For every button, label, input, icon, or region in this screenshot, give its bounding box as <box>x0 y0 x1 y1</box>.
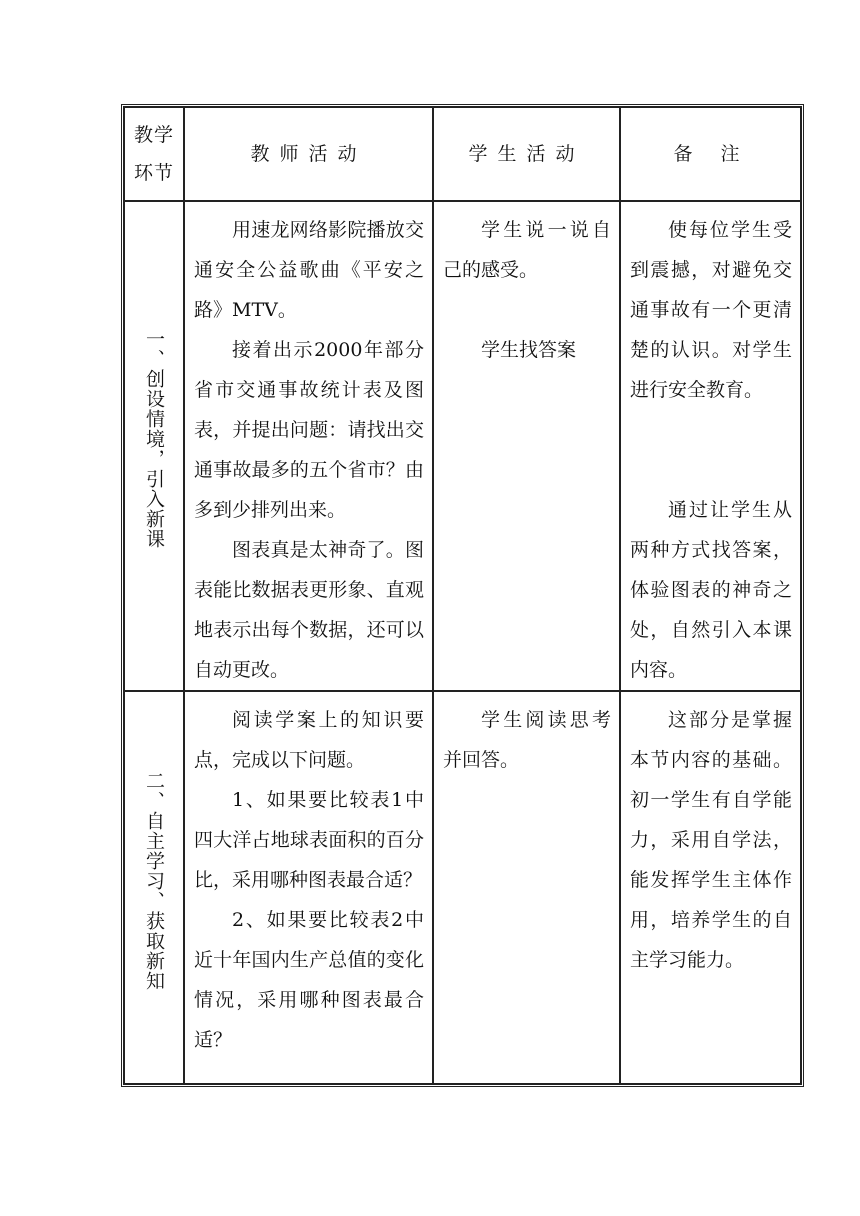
table-row <box>124 201 801 691</box>
stage-cell <box>124 691 184 1084</box>
student-paragraph: 学生找答案 <box>481 339 577 361</box>
notes-cell <box>620 201 801 691</box>
header-teacher <box>184 107 433 201</box>
teacher-activity-cell <box>184 691 433 1084</box>
header-student <box>433 107 620 201</box>
teacher-paragraph: 阅读学案上的知识要点，完成以下问题。 <box>194 709 424 771</box>
student-activity-cell <box>433 201 620 691</box>
notes-paragraph: 这部分是掌握本节内容的基础。初一学生有自学能力，采用自学法，能发挥学生主体作用，培养学生的自主学习能力。 <box>630 709 792 971</box>
table-row <box>124 691 801 1084</box>
notes-paragraph: 通过让学生从两种方式找答案，体验图表的神奇之处，自然引入本课内容。 <box>630 499 792 681</box>
header-stage <box>124 107 184 201</box>
table-header-row <box>124 107 801 201</box>
header-student-label: 学生活动 <box>468 143 585 165</box>
teacher-paragraph: 接着出示2000年部分省市交通事故统计表及图表，并提出问题：请找出交通事故最多的五个省市？由多到少排列出来。 <box>194 339 424 521</box>
student-activity-cell <box>433 691 620 1084</box>
teacher-paragraph: 1、如果要比较表1中四大洋占地球表面积的百分比，采用哪种图表最合适？ <box>194 789 424 891</box>
stage-label: 二、自主学习、获取新知 <box>143 770 165 991</box>
student-paragraph: 学生说一说自己的感受。 <box>443 219 611 281</box>
header-notes <box>620 107 801 201</box>
header-stage-label: 教学环节 <box>134 124 175 184</box>
teacher-paragraph: 2、如果要比较表2中近十年国内生产总值的变化情况，采用哪种图表最合适？ <box>194 909 424 1051</box>
stage-label: 一、创设情境，引入新课 <box>143 329 165 549</box>
lesson-plan-table <box>121 104 804 1087</box>
notes-cell <box>620 691 801 1084</box>
header-teacher-label: 教师活动 <box>250 143 367 165</box>
teacher-paragraph: 图表真是太神奇了。图表能比数据表更形象、直观地表示出每个数据，还可以自动更改。 <box>194 539 424 681</box>
student-paragraph: 学生阅读思考并回答。 <box>443 709 611 771</box>
teacher-activity-cell <box>184 201 433 691</box>
header-notes-label: 备注 <box>673 143 768 165</box>
teacher-paragraph: 用速龙网络影院播放交通安全公益歌曲《平安之路》MTV。 <box>194 219 424 321</box>
notes-paragraph: 使每位学生受到震撼，对避免交通事故有一个更清楚的认识。对学生进行安全教育。 <box>630 219 792 401</box>
stage-cell <box>124 201 184 691</box>
